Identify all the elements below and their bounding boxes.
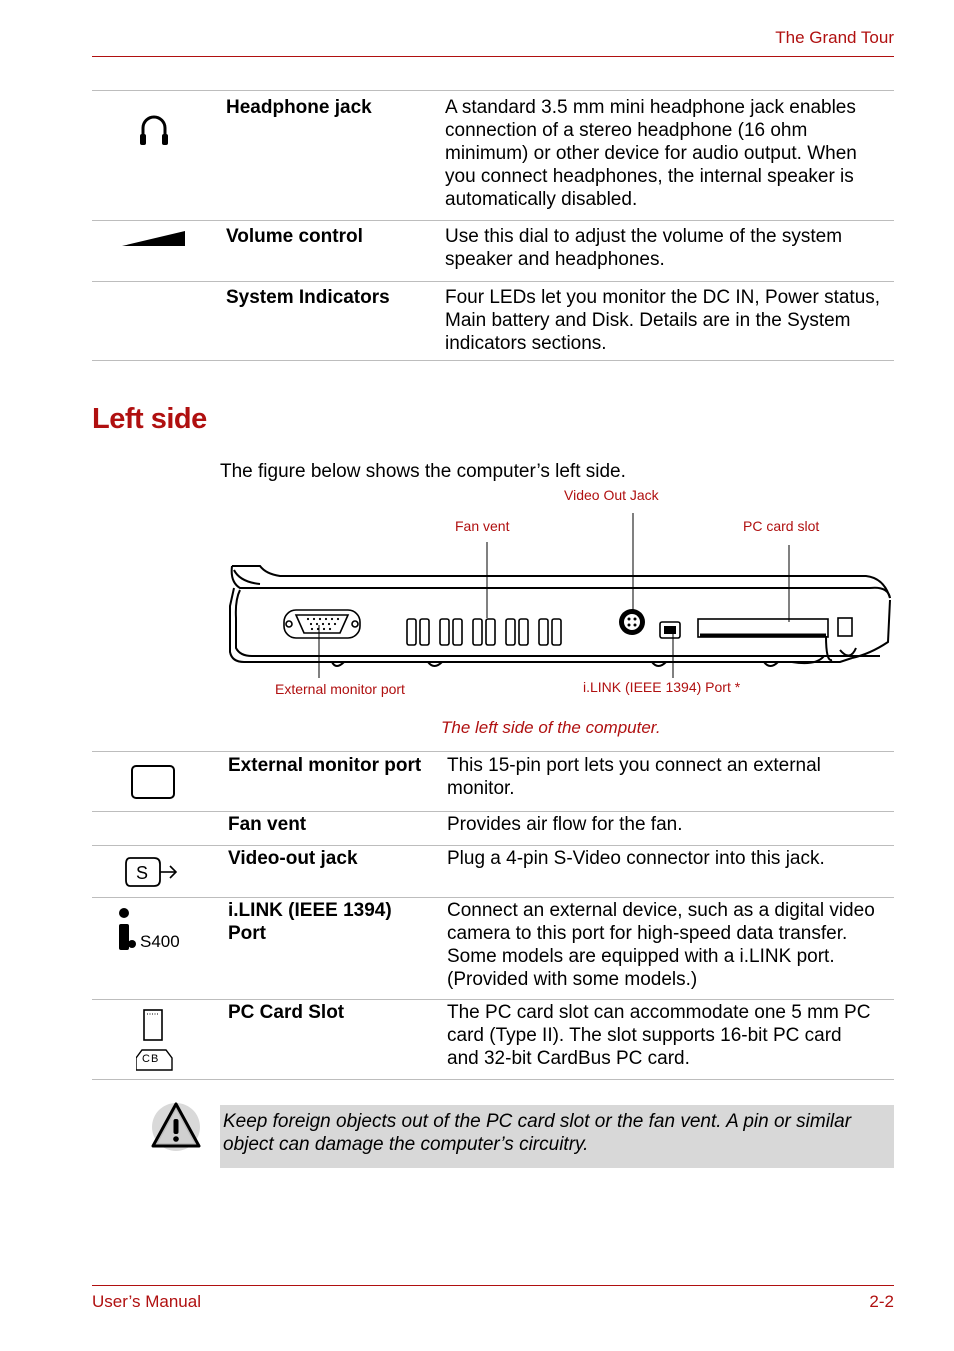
table-rule — [92, 220, 894, 221]
table-rule — [92, 999, 894, 1000]
desc-video-out-jack: Plug a 4-pin S-Video connector into this jack. — [447, 848, 825, 869]
term-volume-control: Volume control — [226, 226, 363, 247]
desc-ilink-port: Connect an external device, such as a digital video camera to this port for high-speed data transfer. Some models are equipped with a i.LINK port. (Provided with some models.) — [447, 900, 875, 990]
desc-volume-control: Use this dial to adjust the volume of the system speaker and headphones. — [445, 226, 843, 270]
term-system-indicators: System Indicators — [226, 287, 390, 308]
label-ilink-port: i.LINK (IEEE 1394) Port * — [583, 679, 741, 695]
label-fan-vent: Fan vent — [455, 518, 510, 534]
table-rule — [92, 281, 894, 282]
table-rule — [92, 90, 894, 91]
ilink-icon-label: S400 — [140, 932, 180, 951]
pc-card-icon — [136, 1008, 176, 1076]
desc-external-monitor-port: This 15-pin port lets you connect an external monitor. — [447, 755, 821, 799]
term-ilink-port: i.LINK (IEEE 1394) Port — [228, 900, 392, 944]
table-rule — [92, 1079, 894, 1080]
running-header: The Grand Tour — [775, 28, 894, 47]
term-fan-vent: Fan vent — [228, 814, 307, 835]
headphone-icon — [136, 108, 172, 148]
term-pc-card-slot: PC Card Slot — [228, 1002, 345, 1023]
desc-headphone-jack: A standard 3.5 mm mini headphone jack enables connection of a stereo headphone (16 ohm minimum) or other device for audio output. When you connect headphones, the internal speaker is automatically disabled. — [445, 97, 857, 210]
ilink-icon — [116, 906, 196, 956]
term-external-monitor-port: External monitor port — [228, 755, 422, 776]
volume-icon — [122, 229, 186, 249]
section-heading: Left side — [92, 403, 207, 435]
monitor-port-icon — [130, 764, 176, 800]
desc-system-indicators: Four LEDs let you monitor the DC IN, Power status, Main battery and Disk. Details are in the System indicators sections. — [445, 287, 881, 354]
laptop-left-side-diagram — [220, 500, 900, 700]
desc-pc-card-slot: The PC card slot can accommodate one 5 mm PC card (Type II). The slot supports 16-bit PC card and 32-bit CardBus PC card. — [447, 1002, 871, 1069]
table-rule — [92, 811, 894, 812]
header-rule — [92, 56, 894, 57]
footer-left: User’s Manual — [92, 1292, 201, 1311]
term-headphone-jack: Headphone jack — [226, 97, 372, 118]
warning-icon — [150, 1100, 202, 1154]
table-rule — [92, 897, 894, 898]
table-rule — [92, 845, 894, 846]
term-video-out-jack: Video-out jack — [228, 848, 358, 869]
label-external-monitor-port: External monitor port — [275, 681, 405, 697]
intro-text: The figure below shows the computer’s left side. — [220, 461, 626, 482]
figure-caption: The left side of the computer. — [441, 718, 661, 737]
caution-box — [220, 1105, 894, 1168]
svg-text:S: S — [136, 863, 149, 883]
pc-card-icon-label: CB — [142, 1053, 160, 1065]
table-rule — [92, 360, 894, 361]
s-video-icon — [124, 856, 180, 888]
label-pc-card-slot: PC card slot — [743, 518, 820, 534]
caution-text: Keep foreign objects out of the PC card slot or the fan vent. A pin or similar object can damage the computer’s circuitry. — [223, 1111, 852, 1155]
table-rule — [92, 751, 894, 752]
desc-fan-vent: Provides air flow for the fan. — [447, 814, 683, 835]
footer-rule — [92, 1285, 894, 1286]
page-number: 2-2 — [869, 1292, 894, 1311]
label-video-out-jack: Video Out Jack — [564, 487, 659, 503]
